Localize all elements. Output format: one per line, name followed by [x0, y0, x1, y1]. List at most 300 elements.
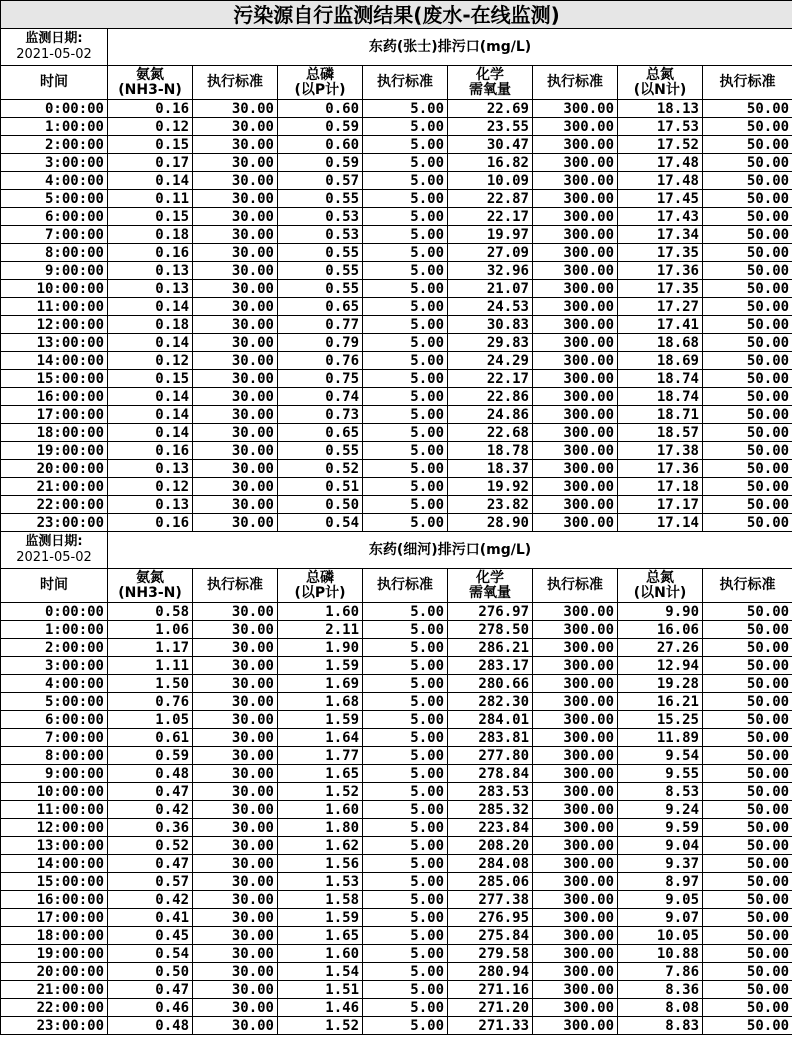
table-row: [1, 136, 792, 154]
value-cell: 5.00: [363, 693, 448, 711]
value-cell: 18.69: [618, 352, 703, 370]
value-cell: 30.00: [193, 424, 278, 442]
value-cell: 300.00: [533, 136, 618, 154]
value-cell: 10.05: [618, 927, 703, 945]
value-cell: 50.00: [703, 154, 792, 172]
table-row: [1, 927, 792, 945]
value-cell: 284.01: [448, 711, 533, 729]
value-cell: 30.00: [193, 783, 278, 801]
value-cell: 1.64: [278, 729, 363, 747]
value-cell: 30.00: [193, 316, 278, 334]
value-cell: 0.15: [108, 136, 193, 154]
table-row: [1, 747, 792, 765]
table-row: [1, 621, 792, 639]
value-cell: 30.00: [193, 190, 278, 208]
table-row: [1, 981, 792, 999]
value-cell: 30.00: [193, 909, 278, 927]
value-cell: 300.00: [533, 981, 618, 999]
value-cell: 0.46: [108, 999, 193, 1017]
value-cell: 30.00: [193, 765, 278, 783]
value-cell: 5.00: [363, 262, 448, 280]
value-cell: 0.50: [108, 963, 193, 981]
column-header-line: 氨氮: [136, 569, 164, 586]
column-header: [278, 66, 363, 100]
value-cell: 0.79: [278, 334, 363, 352]
value-cell: 22.17: [448, 370, 533, 388]
value-cell: 300.00: [533, 747, 618, 765]
value-cell: 0.48: [108, 1017, 193, 1035]
time-cell: 13:00:00: [1, 837, 108, 855]
value-cell: 5.00: [363, 891, 448, 909]
time-cell: 14:00:00: [1, 352, 108, 370]
value-cell: 18.37: [448, 460, 533, 478]
value-cell: 300.00: [533, 963, 618, 981]
time-cell: 16:00:00: [1, 388, 108, 406]
value-cell: 30.00: [193, 711, 278, 729]
value-cell: 0.58: [108, 603, 193, 621]
value-cell: 5.00: [363, 801, 448, 819]
time-cell: 3:00:00: [1, 154, 108, 172]
value-cell: 300.00: [533, 945, 618, 963]
value-cell: 278.84: [448, 765, 533, 783]
value-cell: 300.00: [533, 909, 618, 927]
table-row: [1, 172, 792, 190]
value-cell: 50.00: [703, 1017, 792, 1035]
value-cell: 0.65: [278, 424, 363, 442]
value-cell: 283.53: [448, 783, 533, 801]
value-cell: 17.41: [618, 316, 703, 334]
value-cell: 0.17: [108, 154, 193, 172]
value-cell: 5.00: [363, 621, 448, 639]
value-cell: 0.53: [278, 226, 363, 244]
value-cell: 50.00: [703, 388, 792, 406]
value-cell: 30.00: [193, 657, 278, 675]
value-cell: 8.97: [618, 873, 703, 891]
value-cell: 1.46: [278, 999, 363, 1017]
value-cell: 17.18: [618, 478, 703, 496]
monitoring-date-value: 2021-05-02: [16, 550, 92, 565]
value-cell: 276.97: [448, 603, 533, 621]
value-cell: 30.00: [193, 729, 278, 747]
value-cell: 0.77: [278, 316, 363, 334]
value-cell: 208.20: [448, 837, 533, 855]
value-cell: 50.00: [703, 747, 792, 765]
value-cell: 30.00: [193, 837, 278, 855]
value-cell: 15.25: [618, 711, 703, 729]
value-cell: 300.00: [533, 352, 618, 370]
value-cell: 300.00: [533, 711, 618, 729]
table-row: [1, 1017, 792, 1035]
value-cell: 24.86: [448, 406, 533, 424]
value-cell: 30.00: [193, 136, 278, 154]
value-cell: 50.00: [703, 819, 792, 837]
value-cell: 1.68: [278, 693, 363, 711]
column-header-line: 执行标准: [719, 74, 776, 90]
monitoring-date-label: 监测日期:: [25, 31, 83, 46]
time-cell: 18:00:00: [1, 424, 108, 442]
value-cell: 280.66: [448, 675, 533, 693]
value-cell: 0.55: [278, 442, 363, 460]
value-cell: 300.00: [533, 262, 618, 280]
value-cell: 17.35: [618, 244, 703, 262]
value-cell: 32.96: [448, 262, 533, 280]
value-cell: 285.06: [448, 873, 533, 891]
value-cell: 300.00: [533, 873, 618, 891]
value-cell: 0.60: [278, 136, 363, 154]
value-cell: 5.00: [363, 783, 448, 801]
value-cell: 19.28: [618, 675, 703, 693]
outlet-name: 东药(张士)排污口(mg/L): [108, 29, 792, 66]
table-row: [1, 963, 792, 981]
value-cell: 5.00: [363, 873, 448, 891]
value-cell: 30.00: [193, 262, 278, 280]
value-cell: 30.00: [193, 442, 278, 460]
value-cell: 0.76: [278, 352, 363, 370]
value-cell: 0.48: [108, 765, 193, 783]
table-row: [1, 370, 792, 388]
column-header: [448, 66, 533, 100]
table-row: [1, 837, 792, 855]
value-cell: 300.00: [533, 801, 618, 819]
value-cell: 5.00: [363, 442, 448, 460]
value-cell: 8.08: [618, 999, 703, 1017]
value-cell: 22.17: [448, 208, 533, 226]
value-cell: 16.21: [618, 693, 703, 711]
value-cell: 19.97: [448, 226, 533, 244]
value-cell: 0.55: [278, 244, 363, 262]
value-cell: 300.00: [533, 999, 618, 1017]
value-cell: 0.11: [108, 190, 193, 208]
time-cell: 20:00:00: [1, 460, 108, 478]
value-cell: 30.47: [448, 136, 533, 154]
value-cell: 1.62: [278, 837, 363, 855]
value-cell: 300.00: [533, 1017, 618, 1035]
value-cell: 50.00: [703, 675, 792, 693]
column-header: [533, 66, 618, 100]
column-header: [618, 66, 703, 100]
time-cell: 4:00:00: [1, 172, 108, 190]
value-cell: 17.52: [618, 136, 703, 154]
value-cell: 30.00: [193, 873, 278, 891]
value-cell: 30.00: [193, 819, 278, 837]
value-cell: 30.00: [193, 496, 278, 514]
value-cell: 0.13: [108, 280, 193, 298]
value-cell: 0.12: [108, 478, 193, 496]
value-cell: 0.15: [108, 208, 193, 226]
value-cell: 0.59: [278, 154, 363, 172]
table-row: [1, 154, 792, 172]
time-cell: 18:00:00: [1, 927, 108, 945]
time-cell: 2:00:00: [1, 136, 108, 154]
value-cell: 30.00: [193, 963, 278, 981]
time-cell: 17:00:00: [1, 406, 108, 424]
value-cell: 5.00: [363, 639, 448, 657]
value-cell: 1.59: [278, 909, 363, 927]
value-cell: 30.00: [193, 334, 278, 352]
value-cell: 50.00: [703, 136, 792, 154]
value-cell: 0.55: [278, 262, 363, 280]
table-row: [1, 765, 792, 783]
table-row: [1, 855, 792, 873]
value-cell: 50.00: [703, 478, 792, 496]
value-cell: 50.00: [703, 639, 792, 657]
value-cell: 8.36: [618, 981, 703, 999]
value-cell: 5.00: [363, 208, 448, 226]
value-cell: 9.54: [618, 747, 703, 765]
value-cell: 17.53: [618, 118, 703, 136]
value-cell: 9.04: [618, 837, 703, 855]
value-cell: 30.00: [193, 945, 278, 963]
table-row: [1, 801, 792, 819]
time-cell: 10:00:00: [1, 280, 108, 298]
value-cell: 1.90: [278, 639, 363, 657]
value-cell: 5.00: [363, 334, 448, 352]
value-cell: 0.55: [278, 190, 363, 208]
value-cell: 5.00: [363, 118, 448, 136]
value-cell: 22.69: [448, 100, 533, 118]
value-cell: 1.50: [108, 675, 193, 693]
value-cell: 30.00: [193, 981, 278, 999]
value-cell: 18.57: [618, 424, 703, 442]
value-cell: 11.89: [618, 729, 703, 747]
value-cell: 5.00: [363, 819, 448, 837]
value-cell: 9.05: [618, 891, 703, 909]
value-cell: 1.52: [278, 783, 363, 801]
column-header: [533, 569, 618, 603]
table-row: [1, 891, 792, 909]
value-cell: 0.16: [108, 100, 193, 118]
column-header-line: 时间: [40, 577, 68, 593]
value-cell: 5.00: [363, 406, 448, 424]
value-cell: 30.00: [193, 801, 278, 819]
table-row: [1, 873, 792, 891]
value-cell: 300.00: [533, 334, 618, 352]
value-cell: 5.00: [363, 298, 448, 316]
value-cell: 300.00: [533, 729, 618, 747]
value-cell: 30.00: [193, 406, 278, 424]
value-cell: 50.00: [703, 118, 792, 136]
value-cell: 29.83: [448, 334, 533, 352]
value-cell: 9.24: [618, 801, 703, 819]
value-cell: 300.00: [533, 478, 618, 496]
column-header-row: [1, 569, 792, 603]
table-row: [1, 639, 792, 657]
value-cell: 5.00: [363, 496, 448, 514]
value-cell: 10.88: [618, 945, 703, 963]
value-cell: 30.00: [193, 388, 278, 406]
value-cell: 0.14: [108, 172, 193, 190]
time-cell: 21:00:00: [1, 981, 108, 999]
value-cell: 0.59: [278, 118, 363, 136]
value-cell: 50.00: [703, 621, 792, 639]
value-cell: 5.00: [363, 190, 448, 208]
value-cell: 1.80: [278, 819, 363, 837]
value-cell: 50.00: [703, 424, 792, 442]
value-cell: 1.56: [278, 855, 363, 873]
value-cell: 9.55: [618, 765, 703, 783]
value-cell: 50.00: [703, 100, 792, 118]
value-cell: 300.00: [533, 406, 618, 424]
value-cell: 5.00: [363, 460, 448, 478]
value-cell: 5.00: [363, 855, 448, 873]
value-cell: 5.00: [363, 478, 448, 496]
value-cell: 0.47: [108, 981, 193, 999]
table-row: [1, 945, 792, 963]
time-cell: 2:00:00: [1, 639, 108, 657]
column-header-line: 总磷: [306, 66, 334, 83]
value-cell: 50.00: [703, 352, 792, 370]
value-cell: 30.00: [193, 154, 278, 172]
value-cell: 18.78: [448, 442, 533, 460]
column-header: [448, 569, 533, 603]
value-cell: 278.50: [448, 621, 533, 639]
value-cell: 5.00: [363, 244, 448, 262]
value-cell: 30.00: [193, 460, 278, 478]
value-cell: 1.59: [278, 657, 363, 675]
value-cell: 30.00: [193, 280, 278, 298]
value-cell: 23.82: [448, 496, 533, 514]
time-cell: 8:00:00: [1, 747, 108, 765]
value-cell: 223.84: [448, 819, 533, 837]
value-cell: 300.00: [533, 388, 618, 406]
value-cell: 50.00: [703, 496, 792, 514]
time-cell: 17:00:00: [1, 909, 108, 927]
value-cell: 275.84: [448, 927, 533, 945]
value-cell: 50.00: [703, 837, 792, 855]
value-cell: 5.00: [363, 316, 448, 334]
section-header-row: [1, 29, 792, 66]
value-cell: 300.00: [533, 442, 618, 460]
value-cell: 18.74: [618, 370, 703, 388]
value-cell: 30.00: [193, 999, 278, 1017]
value-cell: 1.11: [108, 657, 193, 675]
value-cell: 27.26: [618, 639, 703, 657]
column-header-line: 总磷: [306, 569, 334, 586]
column-header-line: 执行标准: [377, 577, 433, 593]
time-cell: 10:00:00: [1, 783, 108, 801]
value-cell: 50.00: [703, 370, 792, 388]
value-cell: 300.00: [533, 424, 618, 442]
time-cell: 5:00:00: [1, 190, 108, 208]
time-cell: 0:00:00: [1, 603, 108, 621]
value-cell: 0.45: [108, 927, 193, 945]
column-header-line: 执行标准: [547, 577, 603, 593]
time-cell: 6:00:00: [1, 208, 108, 226]
value-cell: 30.00: [193, 298, 278, 316]
value-cell: 0.65: [278, 298, 363, 316]
time-cell: 1:00:00: [1, 118, 108, 136]
value-cell: 10.09: [448, 172, 533, 190]
value-cell: 50.00: [703, 873, 792, 891]
value-cell: 285.32: [448, 801, 533, 819]
value-cell: 30.00: [193, 478, 278, 496]
column-header-line: 总氮: [646, 66, 674, 83]
value-cell: 5.00: [363, 981, 448, 999]
value-cell: 0.54: [108, 945, 193, 963]
table-row: [1, 711, 792, 729]
column-header-line: 执行标准: [377, 74, 433, 90]
section-header-row: [1, 532, 792, 569]
value-cell: 50.00: [703, 963, 792, 981]
time-cell: 0:00:00: [1, 100, 108, 118]
value-cell: 50.00: [703, 406, 792, 424]
value-cell: 300.00: [533, 244, 618, 262]
value-cell: 0.41: [108, 909, 193, 927]
value-cell: 21.07: [448, 280, 533, 298]
value-cell: 0.42: [108, 801, 193, 819]
column-header-line: 执行标准: [719, 577, 776, 593]
value-cell: 30.00: [193, 172, 278, 190]
value-cell: 19.92: [448, 478, 533, 496]
value-cell: 0.13: [108, 460, 193, 478]
value-cell: 284.08: [448, 855, 533, 873]
value-cell: 1.58: [278, 891, 363, 909]
value-cell: 300.00: [533, 208, 618, 226]
title-row: [1, 1, 792, 29]
value-cell: 50.00: [703, 334, 792, 352]
value-cell: 28.90: [448, 514, 533, 532]
table-body: [1, 1, 792, 1035]
value-cell: 0.55: [278, 280, 363, 298]
time-cell: 12:00:00: [1, 316, 108, 334]
value-cell: 50.00: [703, 316, 792, 334]
value-cell: 280.94: [448, 963, 533, 981]
value-cell: 22.87: [448, 190, 533, 208]
value-cell: 0.47: [108, 783, 193, 801]
value-cell: 7.86: [618, 963, 703, 981]
value-cell: 5.00: [363, 747, 448, 765]
table-row: [1, 406, 792, 424]
time-cell: 19:00:00: [1, 945, 108, 963]
column-header: [278, 569, 363, 603]
column-header: [193, 66, 278, 100]
value-cell: 0.16: [108, 442, 193, 460]
value-cell: 50.00: [703, 460, 792, 478]
value-cell: 16.82: [448, 154, 533, 172]
value-cell: 0.57: [108, 873, 193, 891]
value-cell: 0.59: [108, 747, 193, 765]
value-cell: 300.00: [533, 819, 618, 837]
value-cell: 50.00: [703, 693, 792, 711]
value-cell: 1.60: [278, 603, 363, 621]
time-cell: 7:00:00: [1, 226, 108, 244]
column-header-row: [1, 66, 792, 100]
value-cell: 0.47: [108, 855, 193, 873]
value-cell: 0.51: [278, 478, 363, 496]
column-header-line: (以P计): [294, 584, 346, 601]
table-row: [1, 244, 792, 262]
column-header-line: (以P计): [294, 81, 346, 98]
value-cell: 17.34: [618, 226, 703, 244]
column-header-line: 化学: [476, 66, 504, 83]
value-cell: 1.53: [278, 873, 363, 891]
value-cell: 300.00: [533, 657, 618, 675]
value-cell: 5.00: [363, 280, 448, 298]
table-row: [1, 100, 792, 118]
value-cell: 300.00: [533, 765, 618, 783]
column-header: [363, 569, 448, 603]
value-cell: 50.00: [703, 783, 792, 801]
value-cell: 1.52: [278, 1017, 363, 1035]
time-cell: 13:00:00: [1, 334, 108, 352]
value-cell: 30.00: [193, 370, 278, 388]
column-header-line: 氨氮: [136, 66, 164, 83]
value-cell: 300.00: [533, 370, 618, 388]
value-cell: 0.75: [278, 370, 363, 388]
value-cell: 0.18: [108, 226, 193, 244]
value-cell: 271.20: [448, 999, 533, 1017]
column-header-line: 执行标准: [207, 577, 263, 593]
